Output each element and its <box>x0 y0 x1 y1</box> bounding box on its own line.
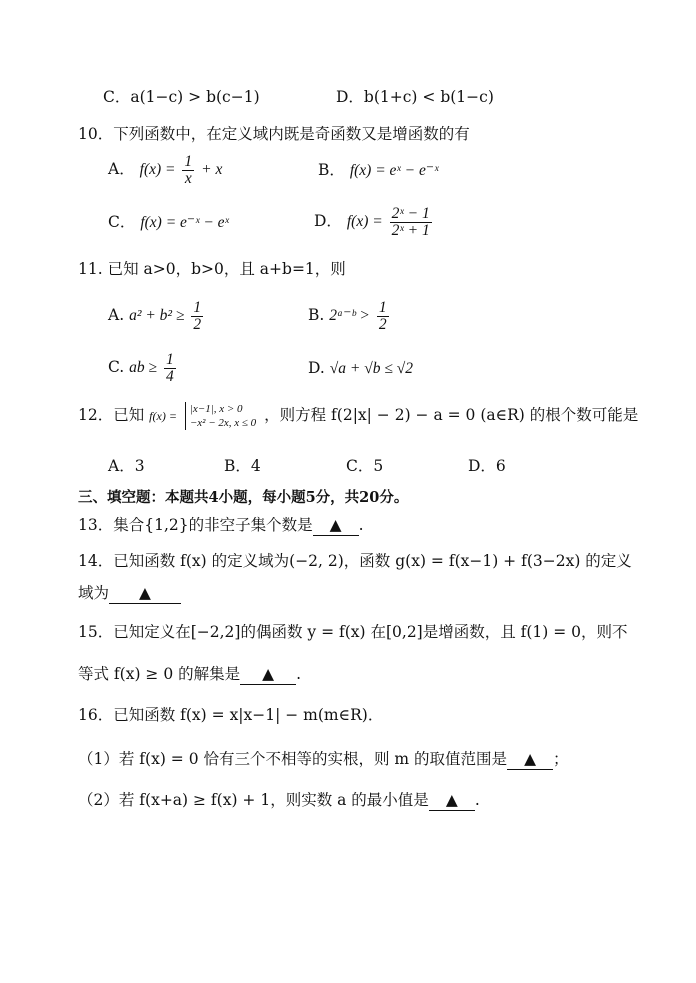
q11-stem: 11. 已知 a>0，b>0，且 a+b=1，则 <box>78 260 346 278</box>
q11-a-expr: a² + b² ≥ <box>129 307 185 324</box>
q14-text: 域为 <box>78 584 110 602</box>
q10-c-expr: f(x) = e⁻ˣ − eˣ <box>140 214 229 231</box>
q14-line2 <box>78 583 181 604</box>
q10-d-fraction <box>390 206 432 239</box>
q11-d-expr: √a + √b ≤ √2 <box>329 360 413 377</box>
q11-c-expr: ab ≥ <box>129 359 158 376</box>
q10-a-expr: f(x) = <box>139 161 176 178</box>
numerator: 1 <box>166 350 174 368</box>
q16-part2-text: （2）若 f(x+a) ≥ f(x) + 1，则实数 a 的最小值是 <box>78 791 429 809</box>
q12-func: f(x) = <box>149 409 177 423</box>
option-label: B. <box>308 306 325 324</box>
q10-a-fraction <box>182 154 194 187</box>
option-label: A. <box>108 306 125 324</box>
q16-part1-post: ； <box>553 750 569 768</box>
q12-option-a: A．3 <box>108 457 145 475</box>
q9-option-c: C．a(1−c) > b(c−1) <box>103 88 260 106</box>
answer-blank[interactable]: ▲ <box>109 583 181 604</box>
q13 <box>78 515 364 536</box>
numerator: 1 <box>184 152 193 170</box>
numerator: 1 <box>378 298 387 316</box>
q16-part1-text: （1）若 f(x) = 0 恰有三个不相等的实根，则 m 的取值范围是 <box>78 750 508 768</box>
option-label: D. <box>308 359 325 377</box>
answer-blank[interactable]: ▲ <box>429 790 475 811</box>
q12-case1: |x−1|, x > 0 <box>189 403 243 415</box>
q10-option-a <box>108 152 222 187</box>
q15-text: 等式 f(x) ≥ 0 的解集是 <box>78 665 241 683</box>
q12-stem-post: ，则方程 f(2|x| − 2) − a = 0 (a∈R) 的根个数可能是 <box>264 406 639 424</box>
q15-post: . <box>296 665 302 683</box>
q13-post: . <box>358 516 364 534</box>
answer-blank[interactable]: ▲ <box>313 515 359 536</box>
q12-option-b: B．4 <box>224 457 261 475</box>
q10-option-b <box>318 160 438 181</box>
denominator: 2 <box>193 315 202 333</box>
q12-stem-pre: 12．已知 <box>78 406 145 424</box>
q11-option-d <box>308 358 413 379</box>
q12-stem <box>78 398 638 433</box>
q11-option-c <box>108 350 178 385</box>
q14-line1: 14．已知函数 f(x) 的定义域为(−2, 2)，函数 g(x) = f(x−1) + f(3−2x) 的定义 <box>78 552 632 570</box>
option-label: C. <box>108 358 125 376</box>
q15-line1: 15．已知定义在[−2,2]的偶函数 y = f(x) 在[0,2]是增函数，且 f(1) = 0，则不 <box>78 623 628 641</box>
q15-line2 <box>78 664 301 685</box>
q12-option-d: D．6 <box>468 457 506 475</box>
denominator: 4 <box>166 367 174 385</box>
q16-part2-post: . <box>474 791 480 809</box>
section-heading: 三、填空题：本题共4小题，每小题5分，共20分。 <box>78 489 409 506</box>
numerator: 2ˣ − 1 <box>391 204 430 222</box>
denominator: x <box>184 169 192 187</box>
denominator: 2ˣ + 1 <box>391 221 430 239</box>
denominator: 2 <box>378 315 387 333</box>
q11-a-fraction <box>191 300 203 333</box>
q11-b-fraction <box>377 300 389 333</box>
option-label: C． <box>108 213 136 231</box>
q10-stem: 10．下列函数中，在定义域内既是奇函数又是增函数的有 <box>78 125 470 143</box>
q12-option-c: C．5 <box>346 457 384 475</box>
q11-b-expr: 2ᵃ⁻ᵇ > <box>329 307 370 324</box>
option-label: D． <box>314 212 342 230</box>
q16-part2 <box>78 790 480 811</box>
option-label: B． <box>318 161 345 179</box>
q9-option-d: D．b(1+c) < b(1−c) <box>336 88 494 106</box>
numerator: 1 <box>193 298 202 316</box>
q10-b-expr: f(x) = eˣ − e⁻ˣ <box>349 162 439 179</box>
q16-part1 <box>78 749 569 770</box>
answer-blank[interactable]: ▲ <box>507 749 553 770</box>
q10-option-c <box>108 212 229 233</box>
q11-option-b <box>308 298 391 333</box>
q12-piecewise <box>185 402 256 430</box>
q11-option-a <box>108 298 205 333</box>
answer-blank[interactable]: ▲ <box>240 664 296 685</box>
q13-text: 13．集合{1,2}的非空子集个数是 <box>78 516 313 534</box>
q12-case2: −x² − 2x, x ≤ 0 <box>189 417 257 429</box>
q16-stem: 16．已知函数 f(x) = x|x−1| − m(m∈R)． <box>78 706 384 724</box>
q10-d-expr: f(x) = <box>346 213 383 230</box>
option-label: A． <box>108 160 135 178</box>
q11-c-fraction <box>164 352 176 385</box>
q10-a-tail: + x <box>201 161 223 178</box>
q10-option-d <box>314 204 434 239</box>
